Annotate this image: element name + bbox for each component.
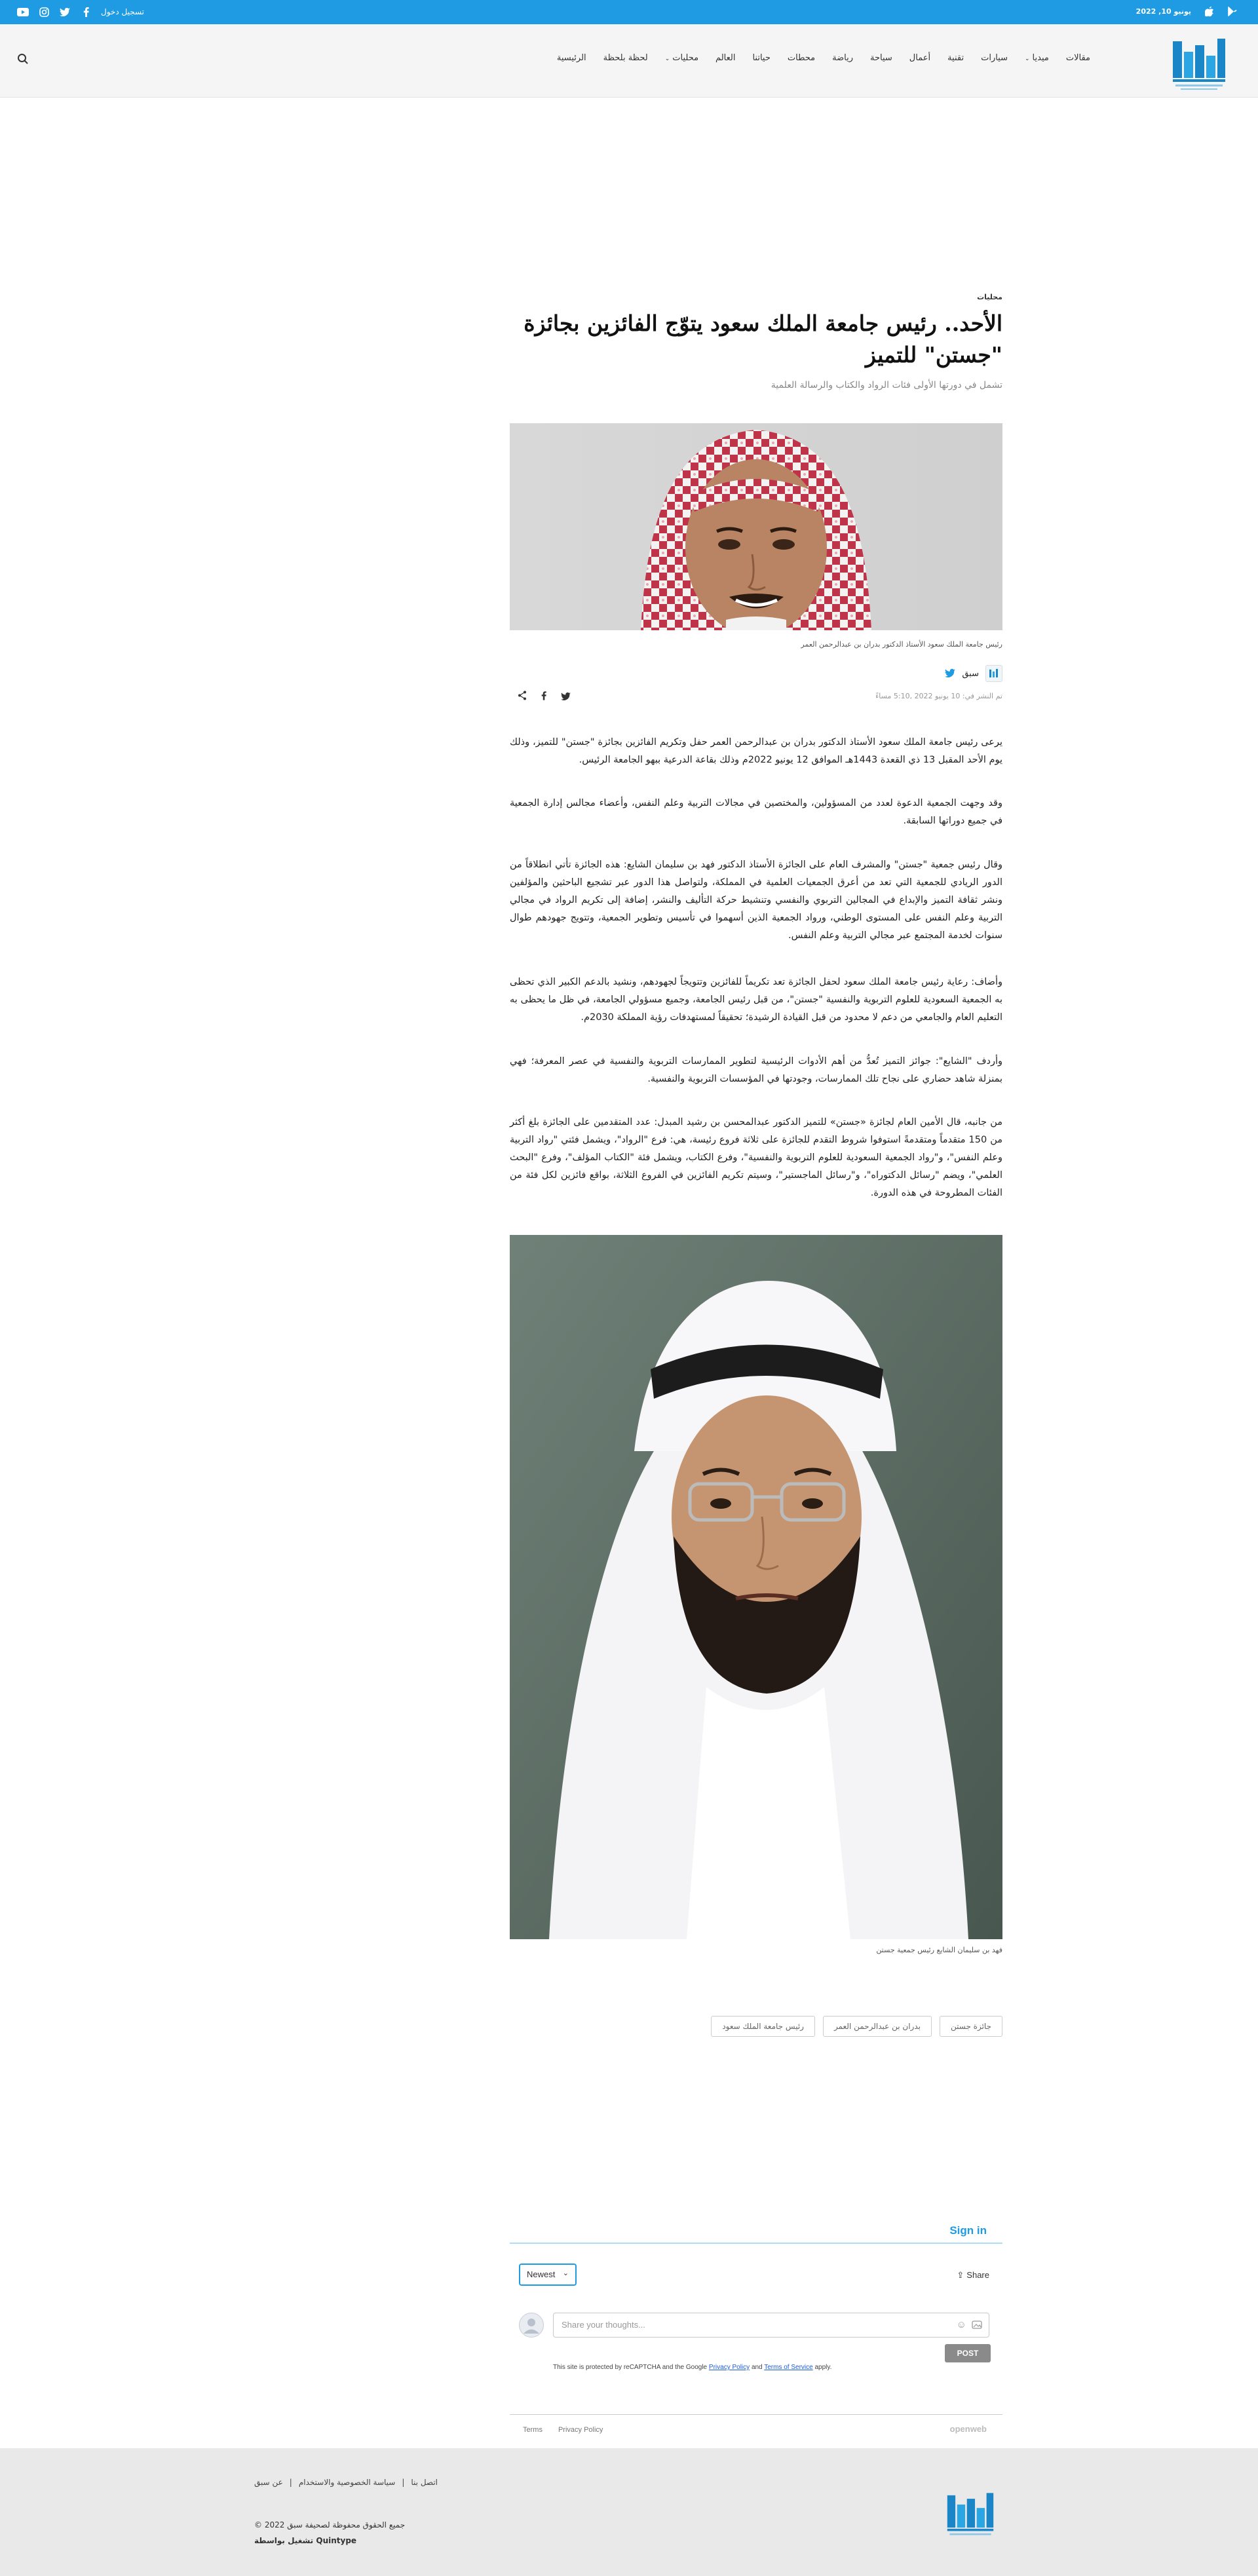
nav-item-media-label: ميديا (1032, 53, 1049, 63)
post-label: POST (957, 2349, 979, 2358)
google-play-icon[interactable] (1227, 5, 1238, 17)
image-icon[interactable] (972, 2320, 982, 2331)
author-avatar[interactable] (985, 665, 1002, 682)
post-button[interactable] (945, 2344, 991, 2362)
author-name[interactable]: سبق (962, 668, 979, 679)
top-bar (0, 0, 1258, 24)
article-paragraph: يرعى رئيس جامعة الملك سعود الأستاذ الدكتور بدران بن عبدالرحمن العمر حفل وتكريم الفائزين بجائزة "جستن" للتميز، وذلك يوم الأحد المقبل 13 ذي القعدة 1443هـ الموافق 12 يونيو 2022م وذلك بقاعة الدرعية ببهو الجامعة الرئيس. (510, 737, 1002, 765)
tag-item[interactable]: جائزة جستن (940, 2016, 1002, 2037)
twitter-icon[interactable] (945, 668, 955, 680)
chevron-down-icon: ⌄ (562, 2269, 569, 2277)
nav-item-tourism[interactable]: سياحة (869, 53, 892, 63)
article-paragraph: وأردف "الشايع": جوائز التميز تُعدُّ من أهم الأدوات الرئيسية لتطوير الممارسات التربوية والنفسية في عصر المعرفة؛ فهي بمنزلة شاهد حضاري على نجاح تلك الممارسات، وجودتها في المؤسسات التربوية والنفسية. (510, 1056, 1002, 1084)
openweb-logo[interactable]: openweb (949, 2424, 987, 2434)
sort-select[interactable] (519, 2263, 577, 2286)
article-paragraph: من جانبه، قال الأمين العام لجائزة «جستن» للتميز الدكتور عبدالمحسن بن رشيد المبدل: عدد المتقدمين على الجائزة بلغ أكثر من 150 متقدماً ومتقدمةً استوفوا شروط التقدم للجائزة على ثلاثة فروع رئيسة، هي: فرع "الرواد"، ويشمل فئتي "رواد التربية وعلم النفس"، و"رواد الجمعية السعودية للعلوم التربوية والنفسية"، وفرع الكتاب، ويشمل فئة "الكتاب المؤلف"، وفرع "البحث العلمي"، ويضم "رسائل الدكتوراه"، و"رسائل الماجستير"، وسيتم تكريم الفائزين في الفروع الثلاثة، بواقع فائزين لكل فئة من الفئات المطروحة في هذه الدورة. (510, 1117, 1003, 1198)
article-paragraph: وقد وجهت الجمعية الدعوة لعدد من المسؤولين، والمختصين في مجالات التربية وعلم النفس، وأعضاء مجالس إدارة الجمعية في جميع دوراتها السابقة. (510, 798, 1002, 826)
share-icon[interactable] (518, 691, 527, 703)
site-header (0, 24, 1258, 98)
article-paragraph: وأضاف: رعاية رئيس جامعة الملك سعود لحفل الجائزة تعد تكريماً للفائزين وتتويجاً لجهودهم، ونشيد بالدعم الكبير الذي تحظى به الجمعية السعودية للعلوم التربوية والنفسية "جستن"، من قبل رئيس الجامعة، وجميع مسؤولي الجامعة، في ظل ما يحظى به التعليم العام والجامعي من دعم لا محدود من قبل القيادة الرشيدة؛ تحقيقاً لمستهدفات رؤية المملكة 2030م. (510, 977, 1002, 1023)
sign-in-link[interactable]: Sign in (949, 2224, 987, 2237)
comment-input[interactable] (553, 2313, 989, 2338)
tag-item[interactable]: رئيس جامعة الملك سعود (711, 2016, 815, 2037)
emoji-icon[interactable]: ☺ (956, 2319, 966, 2330)
terms-link[interactable]: Terms (523, 2426, 543, 2434)
main-nav (557, 53, 1090, 63)
sort-value: Newest (527, 2269, 556, 2279)
twitter-share-icon[interactable] (561, 691, 571, 703)
nav-item-local-label: محليات (672, 53, 699, 63)
article-category[interactable]: محليات (977, 293, 1002, 301)
article-title: الأحد.. رئيس جامعة الملك سعود يتوّج الفائزين بجائزة "جستن" للتميز (524, 311, 1002, 368)
article-photo (510, 1235, 1002, 1939)
nav-item-tech[interactable]: تقنية (947, 53, 964, 63)
share-label: Share (966, 2270, 989, 2280)
recaptcha-notice (553, 2364, 831, 2371)
chevron-down-icon: ⌄ (664, 56, 670, 62)
article-subtitle: تشمل في دورتها الأولى فئات الرواد والكتاب والرسالة العلمية (771, 380, 1002, 390)
login-link[interactable]: تسجيل دخول (101, 7, 144, 16)
footer-link-about[interactable]: عن سبق (254, 2478, 283, 2487)
footer-logo[interactable] (942, 2486, 999, 2541)
nav-item-world[interactable]: العالم (715, 53, 736, 63)
comment-placeholder: Share your thoughts... (562, 2320, 645, 2330)
hero-caption: رئيس جامعة الملك سعود الأستاذ الدكتور بدران بن عبدالرحمن العمر (801, 640, 1002, 649)
facebook-icon[interactable] (80, 6, 92, 18)
chevron-down-icon: ⌄ (1025, 56, 1030, 62)
photo-caption: فهد بن سليمان الشايع رئيس جمعية جستن (876, 1946, 1002, 1954)
nav-item-home[interactable]: الرئيسية (556, 53, 586, 63)
footer-links (254, 2478, 438, 2487)
divider (510, 2243, 1002, 2244)
nav-item-articles[interactable]: مقالات (1065, 53, 1090, 63)
separator: | (402, 2478, 405, 2487)
powered-by[interactable]: تشغيل بواسطة Quintype (254, 2536, 357, 2545)
separator: | (289, 2478, 292, 2487)
twitter-icon[interactable] (59, 6, 71, 18)
nav-item-stations[interactable]: محطات (787, 53, 816, 63)
nav-item-live[interactable]: لحظة بلحظة (603, 53, 648, 63)
youtube-icon[interactable] (17, 6, 29, 18)
copyright-text: © 2022 جميع الحقوق محفوظة لصحيفة سبق (254, 2520, 406, 2529)
publish-date: تم النشر في: 10 يونيو 2022 ,5:10 مساءً (875, 692, 1002, 700)
nav-item-life[interactable]: حياتنا (752, 53, 771, 63)
nav-item-media[interactable] (1025, 53, 1049, 63)
tag-list (711, 2016, 1002, 2037)
footer-copyright (254, 2517, 405, 2548)
comments-widget (510, 2221, 1002, 2440)
divider (510, 2414, 1002, 2415)
facebook-share-icon[interactable] (541, 691, 546, 703)
site-footer (0, 2448, 1258, 2576)
privacy-link[interactable]: Privacy Policy (558, 2426, 603, 2434)
nav-item-sports[interactable]: رياضة (832, 53, 853, 63)
terms-of-service-link[interactable]: Terms of Service (764, 2364, 813, 2371)
nav-item-cars[interactable]: سيارات (981, 53, 1008, 63)
recaptcha-and: and (751, 2364, 763, 2371)
footer-link-contact[interactable]: اتصل بنا (411, 2478, 438, 2487)
search-icon[interactable] (17, 53, 30, 66)
top-bar-left (17, 6, 144, 18)
instagram-icon[interactable] (38, 6, 50, 18)
apple-icon[interactable] (1203, 5, 1215, 17)
privacy-policy-link[interactable]: Privacy Policy (708, 2364, 750, 2371)
top-bar-right (1136, 5, 1238, 17)
author-row (510, 664, 1002, 683)
tag-item[interactable]: بدران بن عبدالرحمن العمر (823, 2016, 932, 2037)
user-avatar (519, 2313, 544, 2338)
recaptcha-text: This site is protected by reCAPTCHA and the Google (553, 2364, 708, 2371)
sabq-logo[interactable] (1166, 32, 1232, 92)
article-paragraph: وقال رئيس جمعية "جستن" والمشرف العام على الجائزة الأستاذ الدكتور فهد بن سليمان الشايع: هذه الجائزة تأتي انطلاقاً من الدور الريادي للجمعية التي تعد من أعرق الجمعيات العلمية في المملكة، ولتواصل هذا الدور عبر تشجيع الباحثين والمؤلفين ونشر ثقافة التميز والإبداع في المجالين التربوي والنفسي وتنشيط حركة التأليف والنشر، إضافة إلى تكريم الرواد في مجالي التربية وعلم النفس على المستوى الوطني، ورواد الجمعية الذين أسهموا في تأسيس وتطوير الجمعية، وتتويج جهودهم طوال سنوات لخدمة المجتمع عبر مجالي التربية وعلم النفس. (510, 860, 1002, 941)
share-icon: ⇪ (957, 2270, 964, 2280)
nav-item-business[interactable]: أعمال (909, 53, 931, 63)
hero-image (510, 423, 1002, 630)
current-date: يونيو 10, 2022 (1135, 7, 1191, 16)
recaptcha-apply: apply. (814, 2364, 832, 2371)
comments-footer (523, 2426, 603, 2434)
share-comments-button[interactable] (957, 2270, 989, 2281)
nav-item-local[interactable] (665, 53, 698, 63)
footer-link-privacy[interactable]: سياسة الخصوصية والاستخدام (298, 2478, 396, 2487)
share-buttons (518, 691, 571, 703)
